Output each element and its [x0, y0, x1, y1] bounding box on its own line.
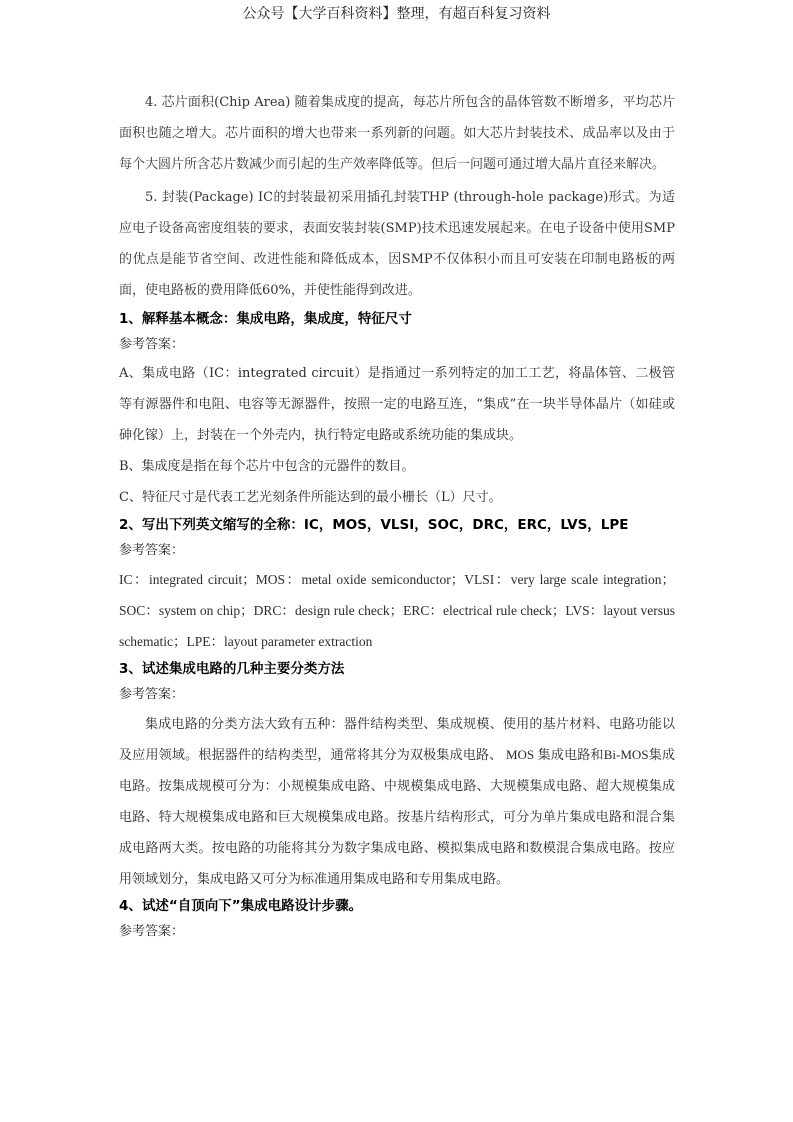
question-4-title: 4、试述“自顶向下”集成电路设计步骤。 [119, 897, 363, 914]
question-1-title: 1、解释基本概念：集成电路，集成度，特征尺寸 [119, 310, 412, 327]
answer-1a: A、集成电路（IC：integrated circuit）是指通过一系列特定的加工工艺，将晶体管、二极管等有源器件和电阻、电容等无源器件，按照一定的电路互连，“集成”在一块半导体晶片（如硅或砷化镓）上，封装在一个外壳内，执行特定电路或系统功能的集成块。 [119, 365, 675, 443]
page-header: 公众号【大学百科资料】整理，有超百科复习资料 [242, 6, 551, 22]
answer-1b: B、集成度是指在每个芯片中包含的元器件的数目。 [119, 458, 415, 474]
answer-1c: C、特征尺寸是代表工艺光刻条件所能达到的最小栅长（L）尺寸。 [119, 489, 502, 505]
answer-label-3: 参考答案： [119, 686, 185, 702]
paragraph-chip-area: 4. 芯片面积(Chip Area) 随着集成度的提高，每芯片所包含的晶体管数不断增多，平均芯片面积也随之增大。芯片面积的增大也带来一系列新的问题。如大芯片封装技术、成品率以及由于每个大圆片所含芯片数减少而引起的生产效率降低等。但后一问题可通过增大晶片直径来解决。 [119, 95, 675, 172]
question-3-title: 3、试述集成电路的几种主要分类方法 [119, 660, 345, 677]
answer-2: IC：integrated circuit；MOS：metal oxide semiconductor；VLSI：very large scale integration；SOC：system on chip；DRC：design rule check；ERC：electrical rule check；LVS：layout versus schematic；LPE：layout parameter extraction [119, 571, 675, 649]
answer-label-4: 参考答案： [119, 923, 185, 939]
answer-label-1: 参考答案： [119, 336, 185, 352]
document-body [119, 88, 675, 945]
question-2-title: 2、写出下列英文缩写的全称：IC，MOS，VLSI，SOC，DRC，ERC，LVS，LPE [119, 516, 629, 533]
answer-label-2: 参考答案： [119, 542, 185, 558]
paragraph-package: 5. 封装(Package) IC的封装最初采用插孔封装THP (through-hole package)形式。为适应电子设备高密度组装的要求，表面安装封装(SMP)技术迅速发展起来。在电子设备中使用SMP的优点是能节省空间、改进性能和降低成本，因SMP不仅体积小而且可安装在印制电路板的两面，使电路板的费用降低60%，并使性能得到改进。 [119, 190, 675, 298]
answer-3: 集成电路的分类方法大致有五种：器件结构类型、集成规模、使用的基片材料、电路功能以及应用领域。根据器件的结构类型，通常将其分为双极集成电路、 MOS 集成电路和Bi-MOS集成电路。按集成规模可分为：小规模集成电路、中规模集成电路、大规模集成电路、超大规模集成电路、特大规模集成电路和巨大规模集成电路。按基片结构形式，可分为单片集成电路和混合集成电路两大类。按电路的功能将其分为数字集成电路、模拟集成电路和数模混合集成电路。按应用领域划分，集成电路又可分为标准通用集成电路和专用集成电路。 [119, 715, 675, 886]
